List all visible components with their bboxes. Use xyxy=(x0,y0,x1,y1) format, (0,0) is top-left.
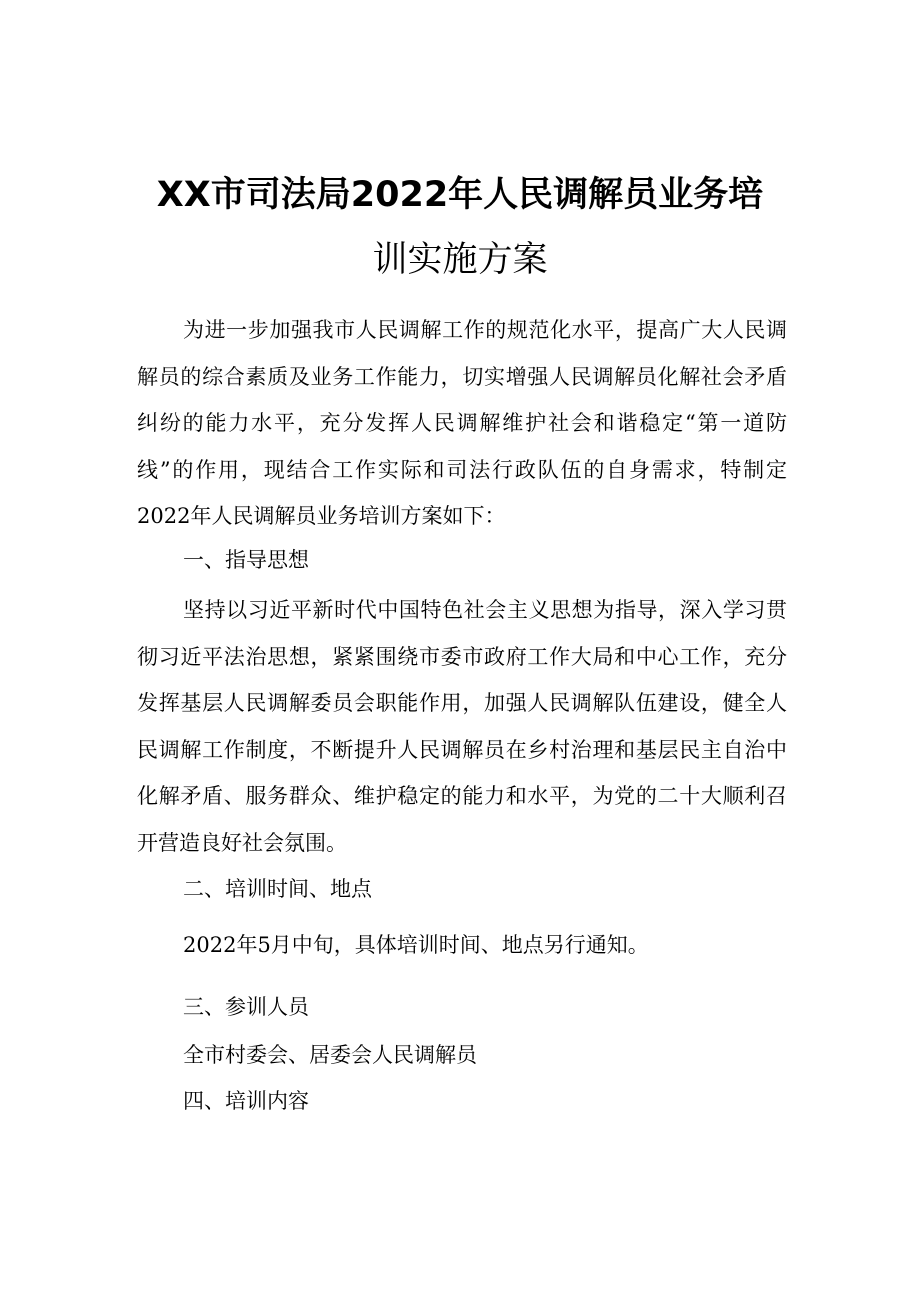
section-3-paragraph: 全市村委会、居委会人民调解员 xyxy=(183,1043,477,1067)
section-1-heading: 一、指导思想 xyxy=(183,548,309,572)
section-2-heading: 二、培训时间、地点 xyxy=(183,877,372,901)
document-title-line-1: XX市司法局2022年人民调解员业务培 xyxy=(156,175,764,215)
section-2-paragraph: 2022年5月中旬，具体培训时间、地点另行通知。 xyxy=(183,933,649,957)
document-title-line-2: 训实施方案 xyxy=(372,240,548,280)
section-1-paragraph: 坚持以习近平新时代中国特色社会主义思想为指导，深入学习贯彻习近平法治思想，紧紧围绕市委市政府工作大局和中心工作，充分发挥基层人民调解委员会职能作用，加强人民调解队伍建设，健全人民调解工作制度，不断提升人民调解员在乡村治理和基层民主自治中化解矛盾、服务群众、维护稳定的能力和水平，为党的二十大顺利召开营造良好社会氛围。 xyxy=(137,598,787,855)
section-4-heading: 四、培训内容 xyxy=(183,1089,309,1113)
intro-paragraph: 为进一步加强我市人民调解工作的规范化水平，提高广大人民调解员的综合素质及业务工作能力，切实增强人民调解员化解社会矛盾纠纷的能力水平，充分发挥人民调解维护社会和谐稳定“第一道防线”的作用，现结合工作实际和司法行政队伍的自身需求，特制定2022年人民调解员业务培训方案如下： xyxy=(137,318,787,528)
section-3-heading: 三、参训人员 xyxy=(183,995,309,1019)
